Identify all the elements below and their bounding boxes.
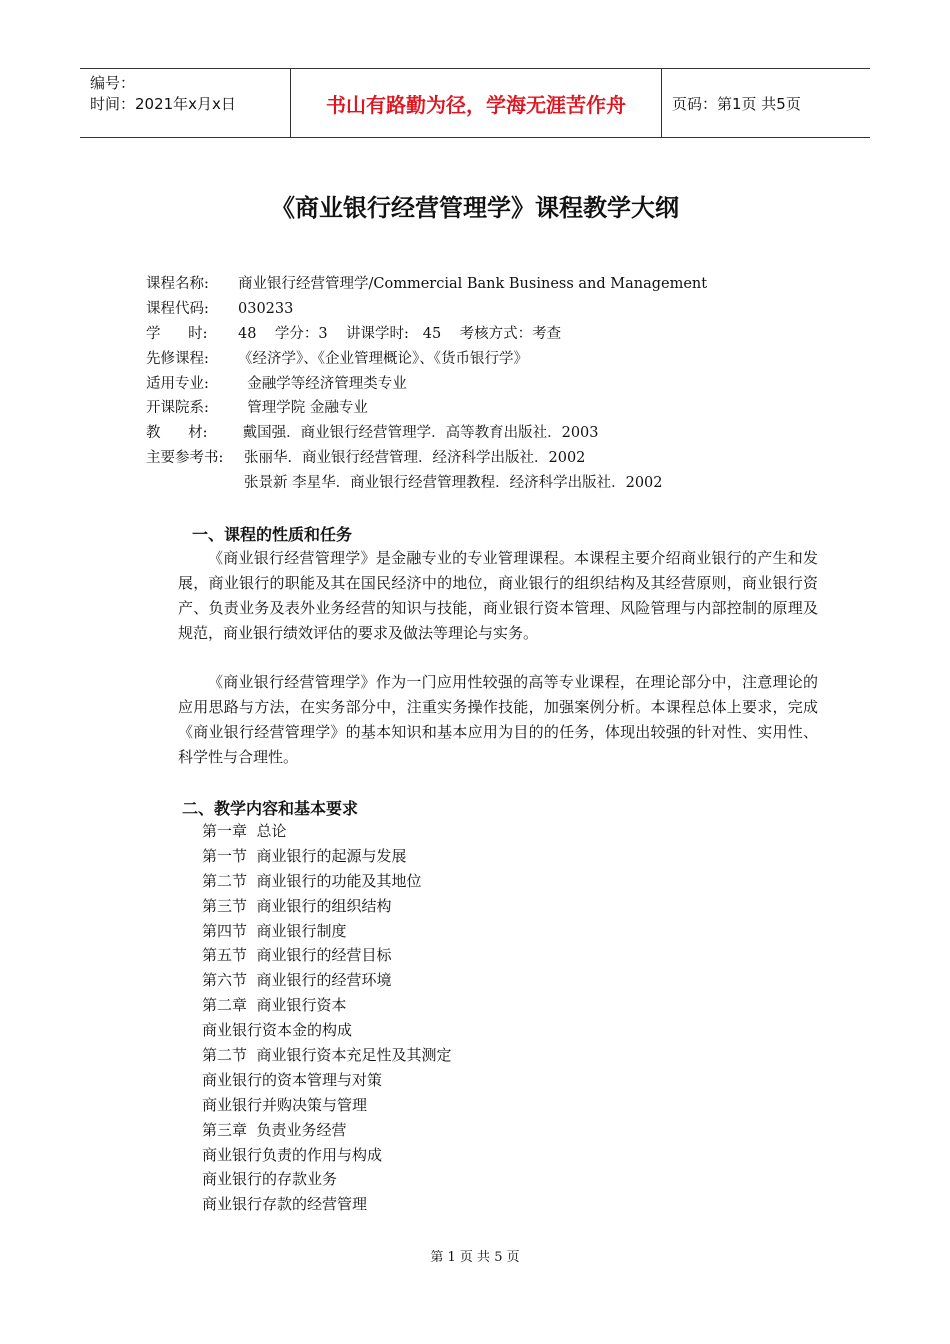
header-date: 时间：2021年x月x日 [90,95,236,113]
info-label: 教 材: [146,425,208,442]
header-meta [80,69,291,137]
info-value: 戴国强．商业银行经营管理学．高等教育出版社．2003 [238,425,599,442]
info-row-major [146,372,707,397]
info-label: 课程名称: [146,276,209,292]
list-item: 商业银行的资本管理与对策 [202,1070,383,1089]
info-label: 开课院系: [146,400,209,417]
info-row-name [146,272,707,297]
section-1-paragraph-1: 《商业银行经营管理学》是金融专业的专业管理课程。本课程主要介绍商业银行的产生和发展，商业银行的职能及其在国民经济中的地位，商业银行的组织结构及其经营原则，商业银行资产、负责业务及表外业务经营的知识与技能，商业银行资本管理、风险管理与内部控制的原理及规范，商业银行绩效评估的要求及做法等理论与实务。 [178,549,818,642]
info-value: 030233 [238,300,294,317]
list-item: 商业银行存款的经营管理 [202,1195,368,1214]
list-item: 第一节 商业银行的起源与发展 [202,846,407,865]
info-row-textbook [146,421,707,446]
list-item: 第一章 总论 [202,822,287,840]
info-label: 主要参考书: [146,450,224,467]
list-item: 商业银行负责的作用与构成 [202,1145,383,1164]
info-label: 先修课程: [146,350,209,367]
info-row-refs [146,446,707,471]
section-1-paragraph-2: 《商业银行经营管理学》作为一门应用性较强的高等专业课程，在理论部分中，注意理论的应用思路与方法，在实务部分中，注重实务操作技能，加强案例分析。本课程总体上要求，完成《商业银行经营管理学》的基本知识和基本应用为目的的任务，体现出较强的针对性、实用性、科学性与合理性。 [178,673,818,766]
list-item: 商业银行的存款业务 [202,1170,338,1189]
info-value: 《经济学》、《企业管理概论》、《货币银行学》 [238,350,528,367]
info-row-refs-2 [146,471,707,496]
info-row-dept [146,396,707,421]
page-header [80,68,870,138]
info-row-hours [146,322,707,347]
header-number-label: 编号： [90,74,136,92]
info-value: 商业银行经营管理学/Commercial Bank Business and Management [238,276,708,292]
content-list [202,819,452,1217]
info-label: 学 时: [146,325,208,342]
info-value: 张丽华．商业银行经营管理．经济科学出版社．2002 [244,450,586,467]
info-value: 管理学院 金融专业 [238,400,368,417]
page-footer: 第 1 页 共 5 页 [430,1250,520,1265]
list-item: 第四节 商业银行制度 [202,921,347,940]
course-info [146,272,707,496]
list-item: 第三节 商业银行的组织结构 [202,896,392,915]
list-item: 第三章 负责业务经营 [202,1120,347,1139]
list-item: 第二节 商业银行的功能及其地位 [202,871,422,890]
header-page-info: 页码：第1页 共5页 [672,94,801,113]
list-item: 第二节 商业银行资本充足性及其测定 [202,1046,452,1065]
header-motto: 书山有路勤为径，学海无涯苦作舟 [291,69,662,137]
info-value: 张景新 李星华．商业银行经营管理教程．经济科学出版社．2002 [244,475,663,492]
section-heading-2: 二、教学内容和基本要求 [182,799,359,818]
info-row-code [146,297,707,322]
info-row-prereq [146,347,707,372]
list-item: 商业银行并购决策与管理 [202,1095,368,1114]
section-heading-1: 一、课程的性质和任务 [192,525,353,544]
document-title: 《商业银行经营管理学》课程教学大纲 [271,194,679,222]
info-label: 课程代码: [146,300,209,317]
info-value: 48 学分：3 讲课学时: 45 考核方式：考查 [238,325,562,342]
list-item: 第五节 商业银行的经营目标 [202,946,392,965]
info-label: 适用专业: [146,375,209,392]
list-item: 第六节 商业银行的经营环境 [202,971,392,990]
list-item: 商业银行资本金的构成 [202,1021,353,1040]
info-value: 金融学等经济管理类专业 [238,375,407,392]
list-item: 第二章 商业银行资本 [202,996,347,1015]
